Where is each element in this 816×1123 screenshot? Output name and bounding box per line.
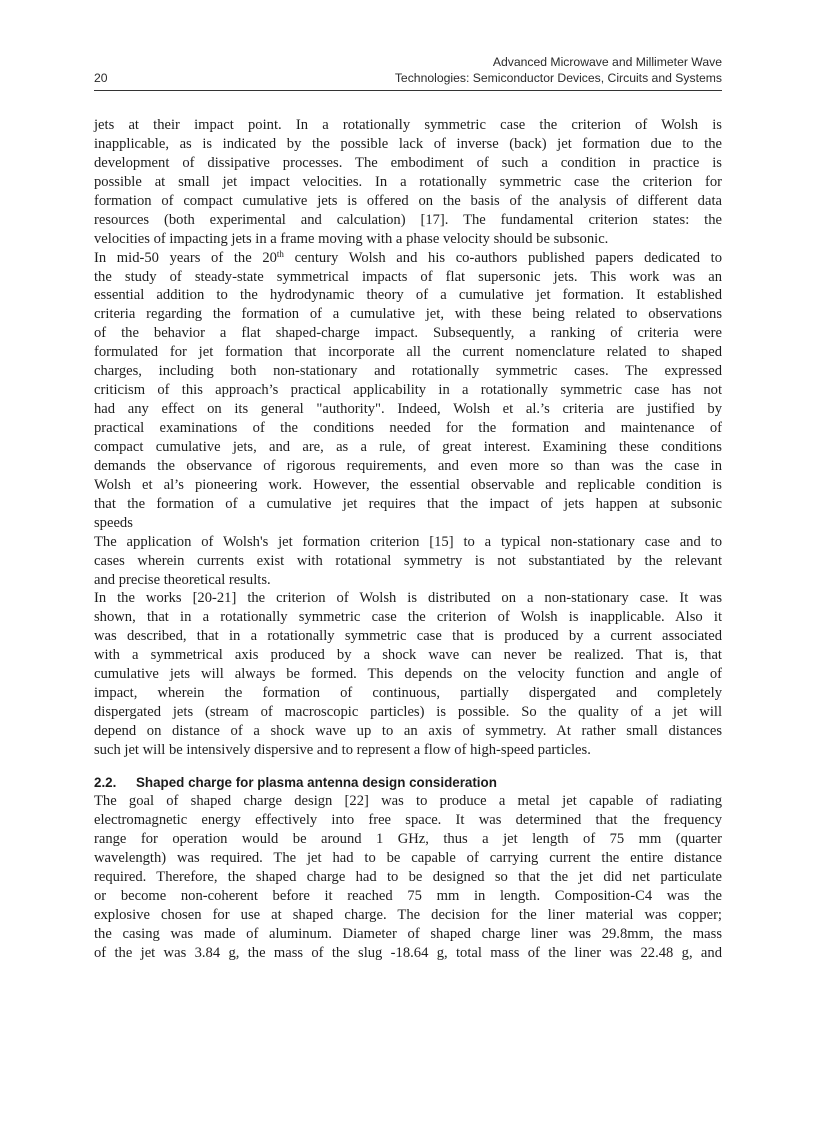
superscript: th [276, 248, 284, 259]
text-fragment: century Wolsh and his co-authors published papers dedicated to [283, 249, 722, 266]
text-line: required. Therefore, the shaped charge had to be designed so that the jet did net particulate [94, 868, 722, 885]
text-line: velocities of impacting jets in a frame moving with a phase velocity should be subsonic. [94, 230, 609, 247]
text-line: shown, that in a rotationally symmetric case the criterion of Wolsh is inapplicable. Also it [94, 609, 722, 626]
text-line: the casing was made of aluminum. Diameter of shaped charge liner was 29.8mm, the mass [94, 925, 722, 942]
text-line: criticism of this approach’s practical applicability in a rotationally symmetric case has not [94, 382, 722, 399]
text-line: with a symmetrical axis produced by a shock wave can never be realized. That is, that [94, 647, 722, 664]
text-line: essential addition to the hydrodynamic theory of a cumulative jet formation. It established [94, 287, 722, 304]
text-line: electromagnetic energy effectively into free space. It was determined that the frequency [94, 811, 722, 828]
text-line: criteria regarding the formation of a cumulative jet, with these being related to observations [94, 306, 722, 323]
text-line: dispergated jets (stream of macroscopic particles) is possible. So the quality of a jet will [94, 704, 722, 721]
text-line: The goal of shaped charge design [22] was to produce a metal jet capable of radiating [94, 793, 722, 809]
text-line: demands the observance of rigorous requirements, and even more so than was the case in [94, 457, 722, 474]
text-line: formulated for jet formation that incorporate all the current nomenclature related to shaped [94, 344, 722, 361]
paragraph [94, 116, 722, 249]
text-line: and precise theoretical results. [94, 571, 271, 588]
text-line: cases wherein currents exist with rotational symmetry is not substantiated by the relevant [94, 552, 722, 569]
section-number: 2.2. [94, 775, 117, 790]
text-line: of the behavior a flat shaped-charge impact. Subsequently, a ranking of criteria were [94, 325, 722, 342]
paragraph [94, 249, 722, 533]
text-line: explosive chosen for use at shaped charge. The decision for the liner material was copper; [94, 906, 722, 923]
book-title-line1: Advanced Microwave and Millimeter Wave [492, 55, 722, 69]
text-line: possible at small jet impact velocities. In a rotationally symmetric case the criterion for [94, 173, 722, 190]
text-line: range for operation would be around 1 GHz, thus a jet length of 75 mm (quarter [94, 830, 722, 847]
text-line: practical examinations of the conditions needed for the formation and maintenance of [94, 420, 722, 436]
running-header [94, 54, 722, 86]
text-line: jets at their impact point. In a rotationally symmetric case the criterion of Wolsh is [94, 117, 722, 133]
book-title-line2: Technologies: Semiconductor Devices, Circuits and Systems [394, 71, 722, 85]
text-line: The application of Wolsh's jet formation criterion [15] to a typical non-stationary case and to [94, 533, 722, 550]
text-line: inapplicable, as is indicated by the possible lack of inverse (back) jet formation due to the [94, 135, 722, 152]
text-line: In the works [20-21] the criterion of Wolsh is distributed on a non-stationary case. It was [94, 590, 722, 607]
text-line: had any effect on its general "authority". Indeed, Wolsh et al.’s criteria are justified by [94, 401, 722, 418]
paragraph [94, 589, 722, 759]
body-text [94, 116, 722, 760]
text-line: speeds [94, 514, 133, 531]
text-fragment: In mid-50 years of the 20 [94, 249, 277, 266]
paragraph [94, 533, 722, 590]
text-line: depend on distance of a shock wave up to an axis of symmetry. At rather small distances [94, 723, 722, 739]
text-line: development of dissipative processes. The embodiment of such a condition in practice is [94, 154, 722, 171]
text-line: cumulative jets will always be formed. This depends on the velocity function and angle of [94, 666, 722, 683]
section-title: Shaped charge for plasma antenna design consideration [136, 775, 497, 790]
text-line: wavelength) was required. The jet had to be capable of carrying current the entire distance [94, 849, 722, 866]
section-body [94, 792, 722, 962]
text-line [94, 249, 722, 268]
header-divider [94, 90, 722, 91]
text-line: was described, that in a rotationally symmetric case that is produced by a current associated [94, 628, 722, 645]
text-line: that the formation of a cumulative jet requires that the impact of jets happen at subsonic [94, 495, 722, 512]
text-line: of the jet was 3.84 g, the mass of the slug -18.64 g, total mass of the liner was 22.48 g, and [94, 944, 722, 961]
text-line: charges, including both non-stationary and rotationally symmetric cases. The expressed [94, 363, 722, 380]
text-line: the study of steady-state symmetrical impacts of flat supersonic jets. This work was an [94, 268, 722, 285]
text-line: or become non-coherent before it reached 75 mm in length. Composition-C4 was the [94, 887, 722, 904]
text-line: compact cumulative jets, and are, as a rule, of great interest. Examining these conditions [94, 438, 722, 455]
text-line: Wolsh et al’s pioneering work. However, the essential observable and replicable condition is [94, 476, 722, 493]
text-line: impact, wherein the formation of continuous, partially dispergated and completely [94, 685, 722, 702]
page-number: 20 [94, 71, 108, 85]
text-line: such jet will be intensively dispersive and to represent a flow of high-speed particles. [94, 741, 591, 758]
text-line: resources (both experimental and calculation) [17]. The fundamental criterion states: the [94, 211, 722, 228]
text-line: formation of compact cumulative jets is offered on the basis of the analysis of different data [94, 192, 722, 209]
section-heading [94, 774, 722, 792]
